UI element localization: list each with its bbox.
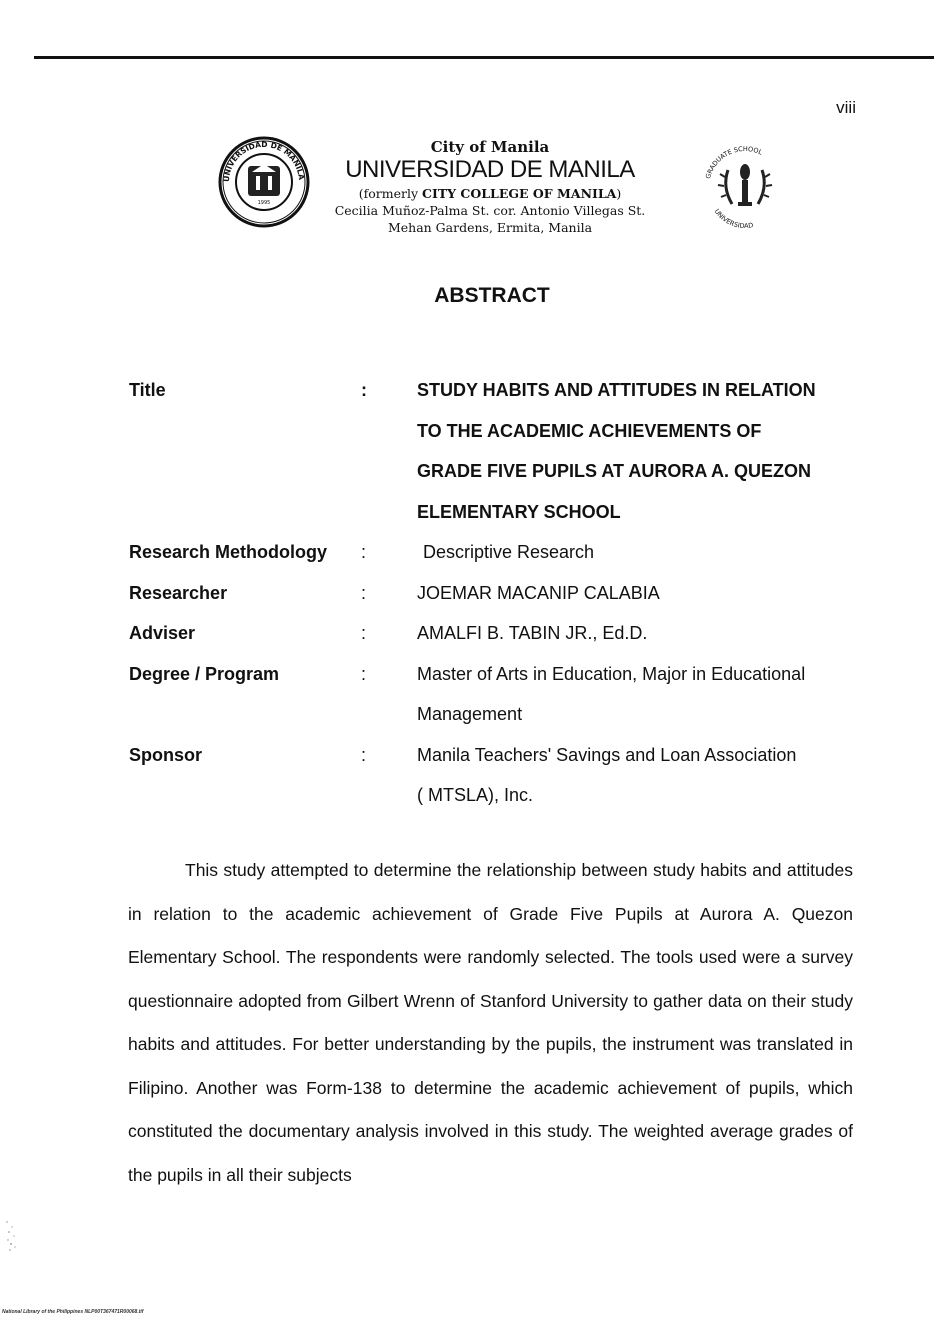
seal-ring-text: UNIVERSIDAD DE MANILA (221, 139, 307, 183)
meta-colon: : (361, 623, 367, 643)
graduate-school-seal-icon (700, 142, 790, 232)
degree-line: Management (417, 704, 523, 724)
letterhead-university: UNIVERSIDAD DE MANILA (345, 156, 635, 183)
scan-artifact (4, 1218, 18, 1254)
title-line: TO THE ACADEMIC ACHIEVEMENTS OF (417, 420, 762, 441)
meta-label: Research Methodology (129, 542, 328, 562)
meta-colon: : (361, 663, 367, 684)
title-line: ELEMENTARY SCHOOL (417, 501, 621, 522)
meta-label: Researcher (129, 582, 228, 603)
meta-colon: : (361, 542, 367, 562)
formerly-suffix: ) (616, 186, 622, 201)
sponsor-line: ( MTSLA), Inc. (417, 785, 534, 805)
formerly-prefix: (formerly (358, 186, 423, 201)
footer-source-mark: National Library of the Philippines NLP00T367471R00068.tif (2, 1309, 144, 1315)
meta-row-sponsor (129, 735, 869, 816)
meta-row-degree (129, 654, 869, 735)
letterhead (310, 138, 670, 236)
seal-year-text: 1995 (257, 200, 271, 206)
meta-value-adviser: AMALFI B. TABIN JR., Ed.D. (417, 623, 648, 643)
meta-row-adviser (129, 613, 869, 654)
top-rule (34, 56, 934, 59)
title-line: GRADE FIVE PUPILS AT AURORA A. QUEZON (417, 461, 812, 481)
meta-label: Degree / Program (129, 663, 280, 684)
degree-line: Master of Arts in Education, Major in Educational (417, 663, 806, 684)
letterhead-formerly (310, 185, 670, 202)
sponsor-line: Manila Teachers' Savings and Loan Association (417, 744, 797, 765)
letterhead-city: City of Manila (430, 138, 550, 156)
letterhead-address-2: Mehan Gardens, Ermita, Manila (387, 220, 593, 235)
meta-label: Sponsor (129, 744, 203, 765)
seal-right-bottom-text: UNIVERSIDAD (712, 207, 754, 231)
meta-row-methodology (129, 532, 869, 573)
abstract-heading: ABSTRACT (434, 284, 550, 307)
formerly-name: CITY COLLEGE OF MANILA (422, 186, 617, 201)
university-seal-icon (218, 136, 310, 228)
page-number: viii (836, 98, 856, 117)
meta-colon: : (361, 582, 367, 603)
letterhead-address-1: Cecilia Muñoz-Palma St. cor. Antonio Villegas St. (334, 203, 646, 218)
meta-colon: : (361, 744, 367, 765)
meta-row-researcher (129, 573, 869, 614)
meta-label: Title (129, 380, 166, 400)
meta-colon: : (361, 380, 367, 400)
meta-value-degree (417, 654, 857, 735)
meta-value-title (417, 370, 857, 532)
meta-value-methodology: Descriptive Research (423, 542, 595, 562)
meta-value-sponsor (417, 735, 857, 816)
title-line: STUDY HABITS AND ATTITUDES IN RELATION (417, 380, 816, 400)
abstract-metadata (129, 370, 869, 816)
meta-value-researcher: JOEMAR MACANIP CALABIA (417, 582, 660, 603)
abstract-body-paragraph: This study attempted to determine the relationship between study habits and attitudes in relation to the academic achievement of Grade Five Pupils at Aurora A. Quezon Elementary School. The respondents were randomly selected. The tools used were a survey questionnaire adopted from Gilbert Wrenn of Stanford University to gather data on their study habits and attitudes. For better understanding by the pupils, the instrument was translated in Filipino. Another was Form-138 to determine the academic achievement of pupils, which constituted the documentary analysis involved in this study. The weighted average grades of the pupils in all their subjects (128, 860, 853, 1185)
seal-right-ring-text: GRADUATE SCHOOL (704, 144, 764, 180)
meta-row-title (129, 370, 869, 532)
meta-label: Adviser (129, 623, 196, 643)
